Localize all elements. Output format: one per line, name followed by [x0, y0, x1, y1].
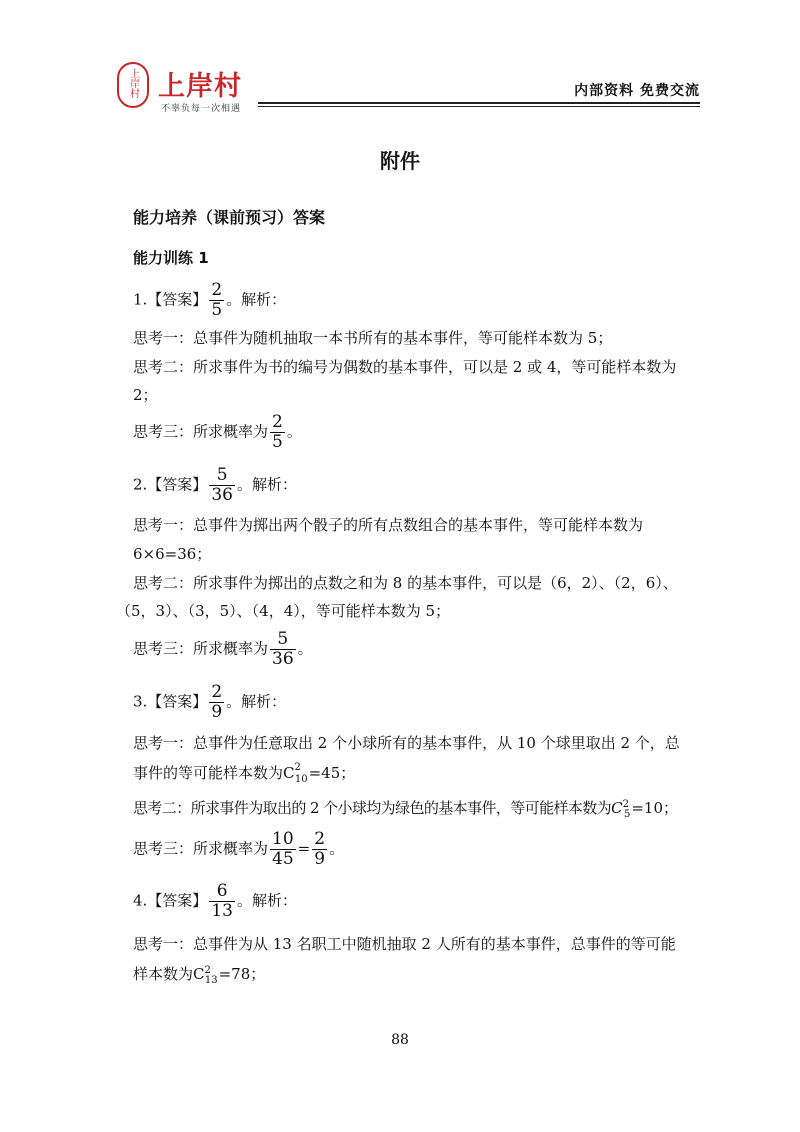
q3-answer: [133, 683, 286, 722]
q2-fraction: $\frac{5}{36}$: [211, 465, 233, 505]
q3-think-2: 思考二：所求事件为取出的 2 个小球均为绿色的基本事件，等可能样本数为$C^2_5=10$；: [133, 799, 678, 820]
page-title: 附件: [380, 149, 420, 173]
q4-combination: $C^2_{13}$: [193, 965, 218, 986]
logo-seal-text: 上岸村: [127, 68, 139, 98]
q4-fraction: $\frac{6}{13}$: [211, 881, 233, 921]
q4-answer: [133, 882, 297, 921]
logo-seal: [117, 62, 149, 108]
q3-combination-2: $C^2_5$: [611, 799, 631, 820]
q1-think-2b: 2；: [133, 386, 158, 404]
q2-label: 2.【答案】: [133, 475, 208, 494]
q2-suffix: 。解析：: [236, 475, 297, 494]
page-number: 88: [391, 1032, 409, 1048]
q4-suffix: 。解析：: [236, 891, 297, 910]
header-rule: [258, 102, 700, 104]
q1-think-1: 思考一：总事件为随机抽取一本书所有的基本事件，等可能样本数为 5；: [133, 329, 613, 347]
q4-think-1a: 思考一：总事件为从 13 名职工中随机抽取 2 人所有的基本事件，总事件的等可能: [133, 935, 676, 953]
q2-think-1a: 思考一：总事件为掷出两个骰子的所有点数组合的基本事件，等可能样本数为: [133, 516, 644, 534]
q2-prob-fraction: $\frac{5}{36}$: [272, 629, 294, 669]
q2-think-1b: 6×6=36；: [133, 545, 212, 563]
subsection-title: 能力训练 1: [133, 249, 209, 267]
q2-think-2a: 思考二：所求事件为掷出的点数之和为 8 的基本事件，可以是（6，2）、（2，6）、: [133, 574, 678, 592]
q1-think-3: 思考三：所求概率为 $\frac{2}{5}$ 。: [133, 412, 302, 452]
q2-think-2b: （5，3）、（3，5）、（4，4），等可能样本数为 5；: [116, 602, 451, 620]
q1-fraction: $\frac{2}{5}$: [211, 280, 223, 320]
header-note: 内部资料 免费交流: [574, 83, 700, 99]
q1-label: 1.【答案】: [133, 290, 208, 309]
q3-fraction: $\frac{2}{9}$: [211, 682, 223, 722]
q4-label: 4.【答案】: [133, 891, 208, 910]
q4-think-1b: 样本数为$C^2_{13}=78$；: [133, 965, 266, 986]
q1-suffix: 。解析：: [226, 290, 287, 309]
q3-prob-fraction-1: $\frac{10}{45}$: [272, 829, 294, 869]
section-title: 能力培养（课前预习）答案: [133, 208, 326, 227]
q2-think-3: 思考三：所求概率为 $\frac{5}{36}$ 。: [133, 629, 313, 669]
header-rule-thin: [258, 106, 700, 107]
logo-slogan: 不辜负每一次相遇: [161, 104, 242, 114]
q3-suffix: 。解析：: [226, 692, 287, 711]
q3-label: 3.【答案】: [133, 692, 208, 711]
q3-prob-fraction-2: $\frac{2}{9}$: [314, 829, 326, 869]
q1-answer: [133, 281, 286, 320]
q2-answer: [133, 466, 297, 505]
q1-think-2a: 思考二：所求事件为书的编号为偶数的基本事件，可以是 2 或 4，等可能样本数为: [133, 358, 677, 376]
q3-think-1a: 思考一：总事件为任意取出 2 个小球所有的基本事件，从 10 个球里取出 2 个，总: [133, 734, 680, 752]
logo-wordmark: 上岸村: [158, 71, 242, 102]
q3-think-3: 思考三：所求概率为 $\frac{10}{45}$ = $\frac{2}{9}$ 。: [133, 829, 345, 869]
q3-think-1b: 事件的等可能样本数为$C^2_{10}=45$；: [133, 762, 356, 785]
q1-prob-fraction: $\frac{2}{5}$: [272, 412, 283, 452]
q3-combination-1: $C^2_{10}$: [283, 762, 308, 785]
